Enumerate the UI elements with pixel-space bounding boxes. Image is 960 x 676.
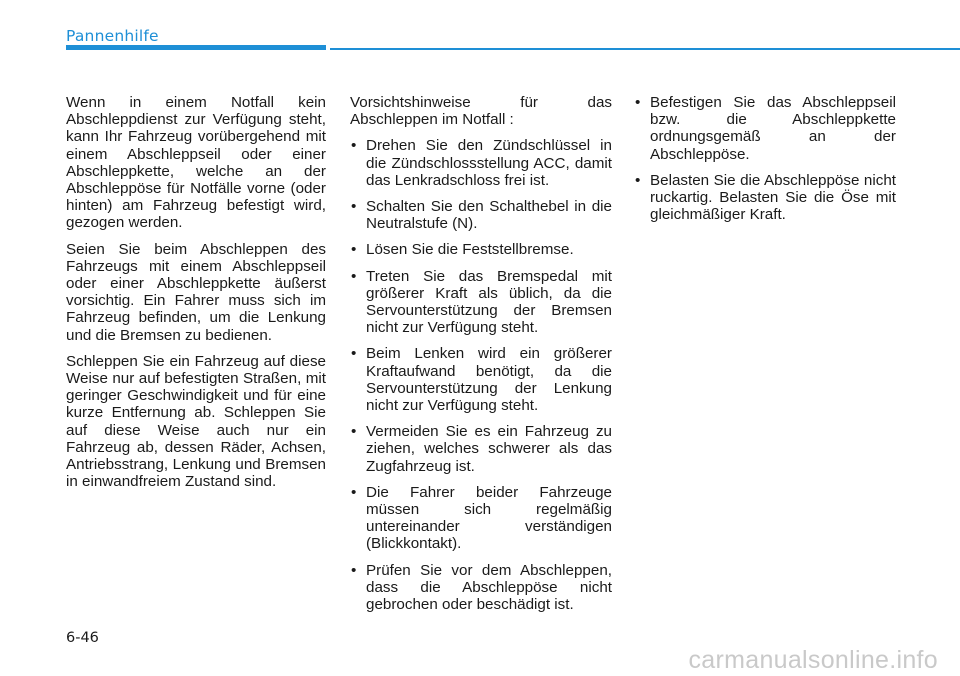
page-number: 6-46 xyxy=(66,630,99,646)
bullet-icon: • xyxy=(351,198,357,216)
list-item-text: Schalten Sie den Schalthebel in die Neutralstufe (N). xyxy=(366,198,612,233)
text-column-right xyxy=(634,94,896,232)
list-item-text: Vermeiden Sie es ein Fahrzeug zu ziehen, welches schwerer als das Zugfahrzeug ist. xyxy=(366,423,612,475)
list-item-text: Prüfen Sie vor dem Abschleppen, dass die Abschleppöse nicht gebrochen oder beschädigt ist. xyxy=(366,561,612,614)
text-column-middle xyxy=(350,94,612,622)
list-item xyxy=(350,268,612,337)
list-item xyxy=(634,172,896,224)
precautions-intro: Vorsichtshinweise für das Abschleppen im Notfall : xyxy=(350,94,612,129)
watermark: carmanualsonline.info xyxy=(688,646,938,674)
attachment-list xyxy=(634,94,896,223)
header-rule-thick xyxy=(66,45,326,50)
list-item-text: Beim Lenken wird ein größerer Kraftaufwand benötigt, da die Servounterstützung der Lenkung nicht zur Verfügung steht. xyxy=(366,345,612,415)
bullet-icon: • xyxy=(351,137,357,155)
list-item-text: Die Fahrer beider Fahrzeuge müssen sich regelmäßig untereinander verständigen (Blickkontakt). xyxy=(366,483,612,553)
bullet-icon: • xyxy=(351,561,357,579)
paragraph: Seien Sie beim Abschleppen des Fahrzeugs mit einem Abschleppseil oder einer Abschleppkette äußerst vorsichtig. Ein Fahrer muss sich im Fahrzeug befinden, um die Lenkung und die Bremsen zu bedienen. xyxy=(66,240,326,344)
list-item xyxy=(350,562,612,614)
bullet-icon: • xyxy=(635,94,641,111)
list-item-text: Befestigen Sie das Abschleppseil bzw. die Abschleppkette ordnungsgemäß an der Abschleppöse. xyxy=(650,94,896,163)
bullet-icon: • xyxy=(635,171,641,189)
paragraph: Schleppen Sie ein Fahrzeug auf diese Weise nur auf befestigten Straßen, mit geringer Geschwindigkeit und für eine kurze Entfernung ab. Schleppen Sie auf diese Weise auch nur ein Fahrzeug ab, dessen Räder, Achsen, Antriebsstrang, Lenkung und Bremsen in einwandfreiem Zustand sind. xyxy=(66,352,326,491)
precautions-list xyxy=(350,137,612,613)
list-item xyxy=(350,241,612,258)
list-item-text: Lösen Sie die Feststellbremse. xyxy=(366,241,574,259)
list-item xyxy=(350,137,612,189)
bullet-icon: • xyxy=(351,423,357,441)
list-item-text: Treten Sie das Bremspedal mit größerer Kraft als üblich, da die Servounterstützung der Bremsen nicht zur Verfügung steht. xyxy=(366,267,612,337)
list-item-text: Drehen Sie den Zündschlüssel in die Zündschlossstellung ACC, damit das Lenkradschloss frei ist. xyxy=(366,137,612,189)
section-title: Pannenhilfe xyxy=(66,27,159,45)
list-item xyxy=(350,423,612,475)
bullet-icon: • xyxy=(351,345,357,363)
list-item xyxy=(350,345,612,414)
list-item xyxy=(350,198,612,232)
bullet-icon: • xyxy=(351,241,357,259)
list-item xyxy=(634,94,896,163)
list-item-text: Belasten Sie die Abschleppöse nicht ruckartig. Belasten Sie die Öse mit gleichmäßiger Kraft. xyxy=(650,171,896,224)
list-item xyxy=(350,484,612,553)
bullet-icon: • xyxy=(351,483,357,501)
bullet-icon: • xyxy=(351,267,357,285)
header-rule-thin xyxy=(330,48,960,50)
paragraph: Wenn in einem Notfall kein Abschleppdienst zur Verfügung steht, kann Ihr Fahrzeug vorübergehend mit einem Abschleppseil oder einer Abschleppkette, welche an der Abschleppöse für Notfälle vorne (oder hinten) am Fahrzeug befestigt wird, gezogen werden. xyxy=(66,94,326,232)
text-column-left xyxy=(66,94,326,499)
